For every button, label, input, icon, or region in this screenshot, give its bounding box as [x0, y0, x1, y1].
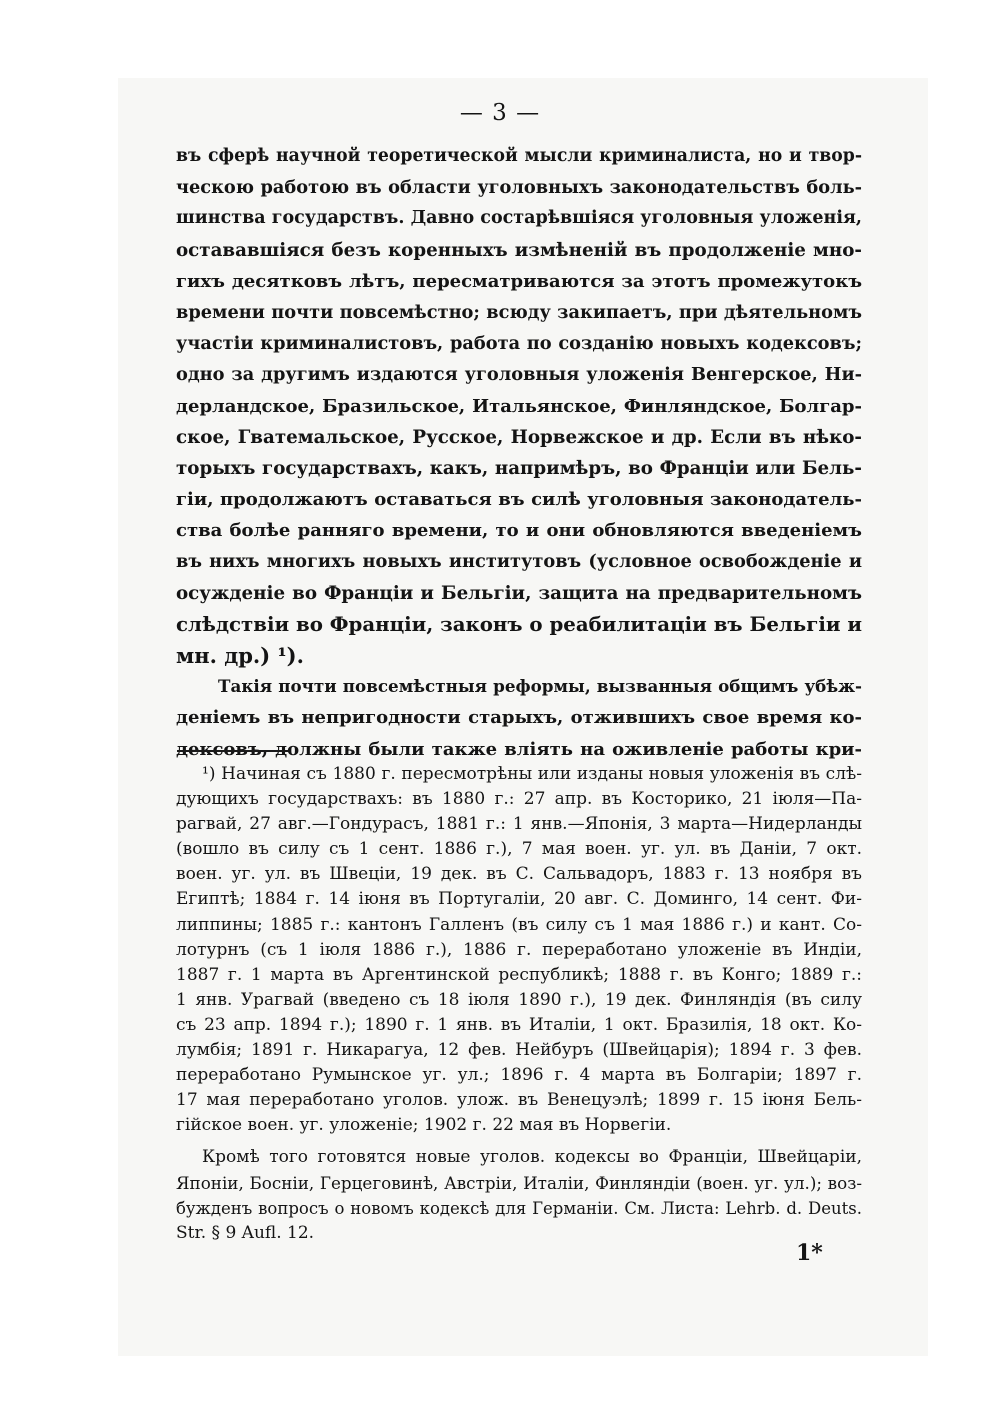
footnote-1 — [176, 762, 862, 1138]
footnote-line: рагвай, 27 авг.—Гондурасъ, 1881 г.: 1 янв.—Японія, 3 марта—Нидерланды — [176, 814, 862, 835]
footnote-line: (вошло въ силу съ 1 сент. 1886 г.), 7 мая воен. уг. ул. въ Даніи, 7 окт. — [176, 839, 862, 860]
text-line: ства болѣе ранняго времени, то и они обновляются введеніемъ — [176, 520, 862, 542]
text-line: гіи, продолжаютъ оставаться въ силѣ уголовныя законодатель- — [176, 489, 862, 511]
footnote-line: липпины; 1885 г.: кантонъ Галленъ (въ силу съ 1 мая 1886 г.) и кант. Со- — [176, 914, 862, 935]
text-line: слѣдствіи во Франціи, законъ о реабилитаціи въ Бельгіи и — [176, 611, 862, 636]
text-line: деніемъ въ непригодности старыхъ, отжившихъ свое время ко- — [176, 707, 862, 729]
footnote-line: воен. уг. ул. въ Швеціи, 19 дек. въ С. Сальвадоръ, 1883 г. 13 ноября въ — [176, 864, 862, 885]
text-line: одно за другимъ издаются уголовныя уложенія Венгерское, Ни- — [176, 364, 862, 386]
text-line: осужденіе во Франціи и Бельгіи, защита на предварительномъ — [176, 582, 862, 604]
text-line: мн. др.) ¹). — [176, 643, 304, 668]
footnote-line: лумбія; 1891 г. Никарагуа, 12 фев. Нейбуръ (Швейцарія); 1894 г. 3 фев. — [176, 1040, 862, 1061]
footnote-line: лотурнъ (съ 1 іюля 1886 г.), 1886 г. переработано уложеніе въ Индіи, — [176, 939, 862, 960]
text-line: дексовъ, должны были также вліять на оживленіе работы кри- — [176, 738, 862, 760]
paragraph-start-line: Такія почти повсемѣстныя реформы, вызванныя общимъ убѣж- — [218, 676, 862, 697]
footnote-line: дующихъ государствахъ: въ 1880 г.: 27 апр. въ Косторико, 21 іюля—Па- — [176, 789, 862, 810]
text-line: остававшіяся безъ коренныхъ измѣненій въ продолженіе мно- — [176, 239, 862, 261]
text-line: времени почти повсемѣстно; всюду закипаетъ, при дѣятельномъ — [176, 301, 862, 323]
footnote-line: ¹) Начиная съ 1880 г. пересмотрѣны или изданы новыя уложенія въ слѣ- — [202, 764, 862, 784]
footnote-line: гійское воен. уг. уложеніе; 1902 г. 22 мая въ Норвегіи. — [176, 1115, 672, 1136]
footnote-line: 1 янв. Урагвай (введено съ 18 іюля 1890 г.), 19 дек. Финляндія (въ силу — [176, 989, 862, 1010]
footnote-line: Кромѣ того готовятся новые уголов. кодексы во Франціи, Швейцаріи, — [202, 1147, 862, 1168]
main-text — [176, 141, 862, 765]
text-line: участіи криминалистовъ, работа по созданію новыхъ кодексовъ; — [176, 333, 862, 355]
footnote-line: бужденъ вопросъ о новомъ кодексѣ для Германіи. См. Листа: Lehrb. d. Deuts. — [176, 1198, 862, 1218]
footnote-line: съ 23 апр. 1894 г.); 1890 г. 1 янв. въ Италіи, 1 окт. Бразилія, 18 окт. Ко- — [176, 1014, 862, 1035]
text-line: ское, Гватемальское, Русское, Норвежское и др. Если въ нѣко- — [176, 426, 862, 448]
footnote-line: Японіи, Босніи, Герцеговинѣ, Австріи, Италіи, Финляндіи (воен. уг. ул.); воз- — [176, 1172, 862, 1193]
footnote-line: переработано Румынское уг. ул.; 1896 г. 4 марта въ Болгаріи; 1897 г. — [176, 1065, 862, 1086]
footnote-2 — [176, 1145, 862, 1245]
footnote-line: Str. § 9 Aufl. 12. — [176, 1222, 315, 1243]
text-line: въ сферѣ научной теоретической мысли криминалиста, но и твор- — [176, 146, 862, 166]
text-line: гихъ десятковъ лѣтъ, пересматриваются за этотъ промежутокъ — [176, 270, 862, 292]
text-line: въ нихъ многихъ новыхъ институтовъ (условное освобожденіе и — [176, 551, 862, 573]
text-line: ческою работою въ области уголовныхъ законодательствъ боль- — [176, 177, 862, 199]
text-line: дерландское, Бразильское, Итальянское, Финляндское, Болгар- — [176, 395, 862, 417]
footnotes — [176, 762, 862, 1246]
text-line: шинства государствъ. Давно состарѣвшіяся уголовныя уложенія, — [176, 208, 862, 229]
text-line: торыхъ государствахъ, какъ, напримѣръ, во Франціи или Бель- — [176, 457, 862, 479]
page-number: — 3 — — [459, 100, 541, 126]
footnote-line: 1887 г. 1 марта въ Аргентинской республикѣ; 1888 г. въ Конго; 1889 г.: — [176, 964, 862, 985]
signature-mark: 1* — [796, 1240, 823, 1266]
footnote-line: Египтѣ; 1884 г. 14 іюня въ Португаліи, 20 авг. С. Доминго, 14 сент. Фи- — [176, 889, 862, 910]
footnote-divider — [177, 750, 290, 752]
footnote-line: 17 мая переработано уголов. улож. въ Венецуэлѣ; 1899 г. 15 іюня Бель- — [176, 1090, 862, 1111]
